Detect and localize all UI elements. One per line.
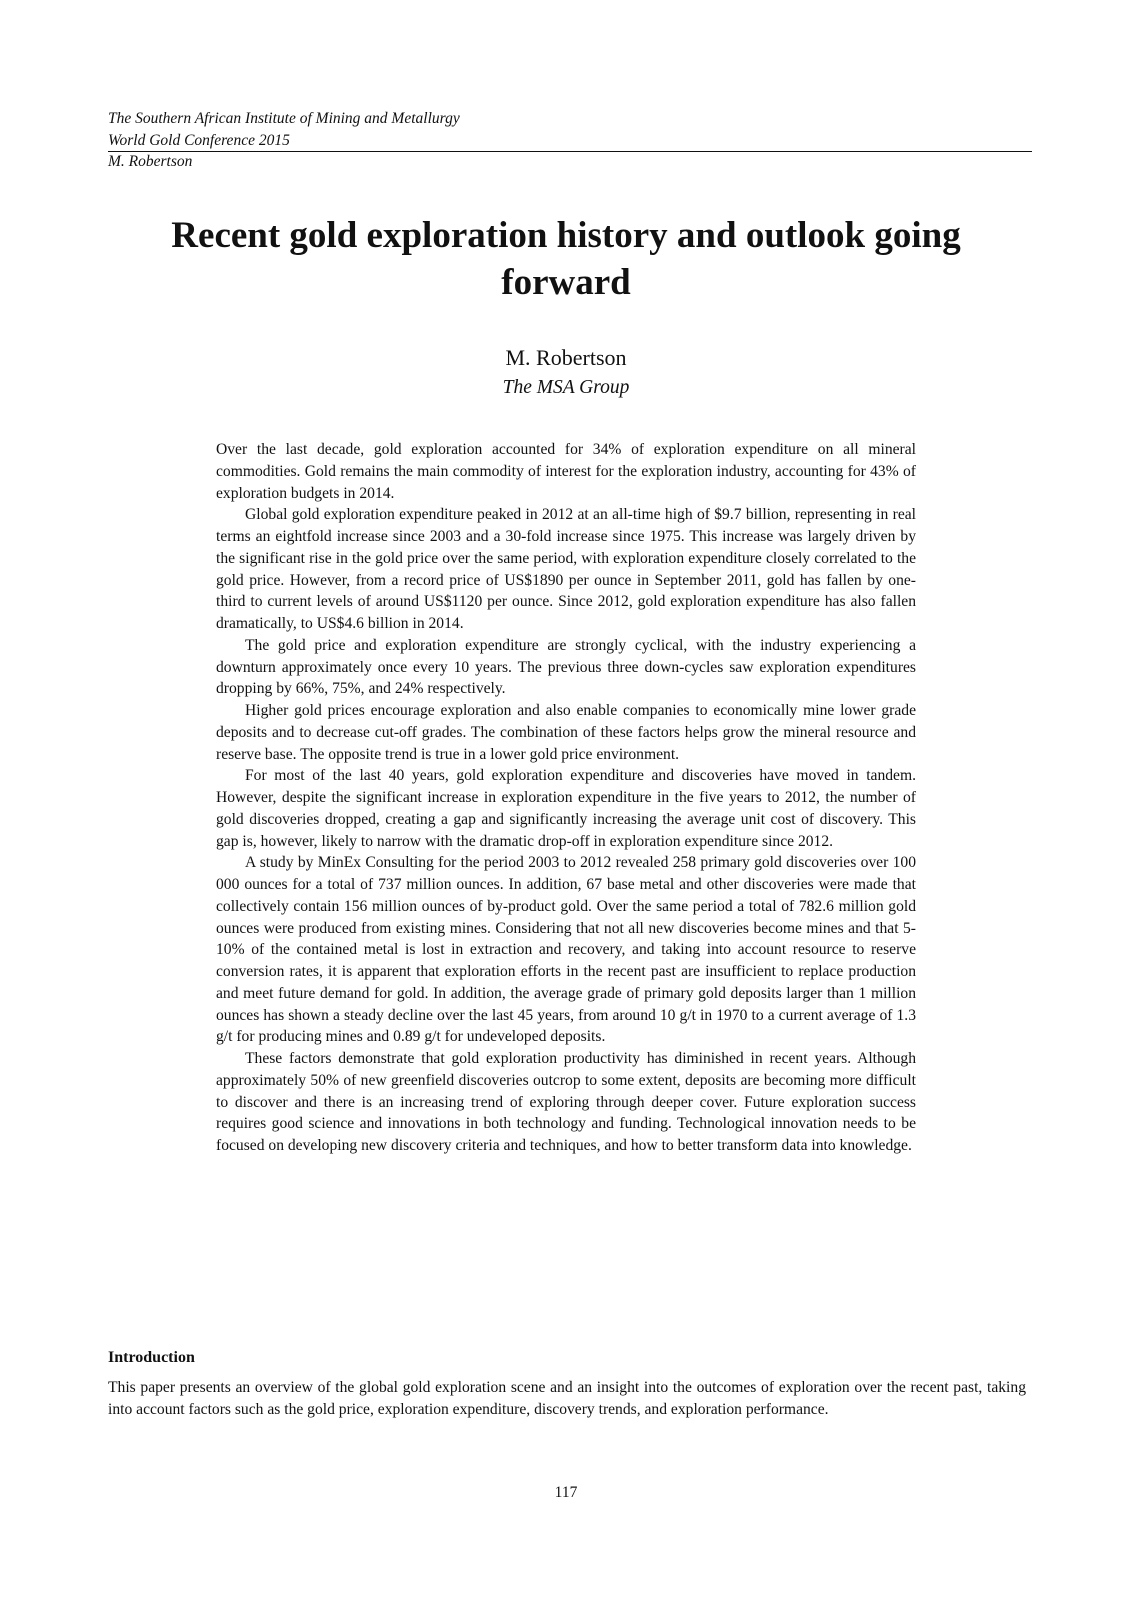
page-number: 117 <box>554 1484 578 1501</box>
header-rule <box>108 151 1032 152</box>
header-author: M. Robertson <box>108 153 193 170</box>
paper-title: Recent gold exploration history and outlook going forward <box>171 215 961 303</box>
introduction-body <box>108 1377 1026 1421</box>
abstract-paragraph: Higher gold prices encourage exploration and also enable companies to economically mine lower grade deposits and to decrease cut-off grades. The combination of these factors helps grow the mineral resource and reserve base. The opposite trend is true in a lower gold price environment. <box>216 702 916 763</box>
abstract-paragraph: The gold price and exploration expenditure are strongly cyclical, with the industry experiencing a downturn approximately once every 10 years. The previous three down-cycles saw exploration expenditures dropping by 66%, 75%, and 24% respectively. <box>216 636 916 698</box>
abstract-paragraph: A study by MinEx Consulting for the period 2003 to 2012 revealed 258 primary gold discoveries over 100 000 ounces for a total of 737 million ounces. In addition, 67 base metal and other discoveries were made that collectively contain 156 million ounces of by-product gold. Over the same period a total of 782.6 million gold ounces were produced from existing mines. Considering that not all new discoveries become mines and that 5-10% of the contained metal is lost in extraction and recovery, and taking into account resource to reserve conversion rates, it is apparent that exploration efforts in the recent past are insufficient to replace production and meet future demand for gold. In addition, the average grade of primary gold deposits larger than 1 million ounces has shown a steady decline over the last 45 years, from around 10 g/t in 1970 to a current average of 1.3 g/t for producing mines and 0.89 g/t for undeveloped deposits. <box>216 854 916 1046</box>
abstract-paragraph: Global gold exploration expenditure peaked in 2012 at an all-time high of $9.7 billion, representing in real terms an eightfold increase since 2003 and a 30-fold increase since 1975. This increase was largely driven by the significant rise in the gold price over the same period, with exploration expenditure closely correlated to the gold price. However, from a record price of US$1890 per ounce in September 2011, gold has fallen by one-third to current levels of around US$1120 per ounce. Since 2012, gold exploration expenditure has also fallen dramatically, to US$4.6 billion in 2014. <box>216 506 916 632</box>
abstract-paragraph: These factors demonstrate that gold exploration productivity has diminished in recent years. Although approximately 50% of new greenfield discoveries outcrop to some extent, deposits are becoming more difficult to discover and there is an increasing trend of exploring through deeper cover. Future exploration success requires good science and innovations in both technology and funding. Technological innovation needs to be focused on developing new discovery criteria and techniques, and how to better transform data into knowledge. <box>216 1050 916 1154</box>
author-name: M. Robertson <box>505 345 627 370</box>
abstract <box>216 439 916 1157</box>
abstract-paragraph: For most of the last 40 years, gold exploration expenditure and discoveries have moved in tandem. However, despite the significant increase in exploration expenditure in the five years to 2012, the number of gold discoveries dropped, creating a gap and significantly increasing the average unit cost of discovery. This gap is, however, likely to narrow with the dramatic drop-off in exploration expenditure since 2012. <box>216 767 916 850</box>
abstract-paragraph: Over the last decade, gold exploration accounted for 34% of exploration expenditure on all mineral commodities. Gold remains the main commodity of interest for the exploration industry, accounting for 43% of exploration budgets in 2014. <box>216 441 916 502</box>
running-header <box>108 108 1032 173</box>
header-conference: World Gold Conference 2015 <box>108 131 290 149</box>
author-affiliation: The MSA Group <box>502 377 630 398</box>
header-institute: The Southern African Institute of Mining and Metallurgy <box>108 110 460 127</box>
introduction-paragraph: This paper presents an overview of the global gold exploration scene and an insight into the outcomes of exploration over the recent past, taking into account factors such as the gold price, exploration expenditure, discovery trends, and exploration performance. <box>108 1379 1026 1418</box>
section-heading-introduction: Introduction <box>108 1349 195 1366</box>
